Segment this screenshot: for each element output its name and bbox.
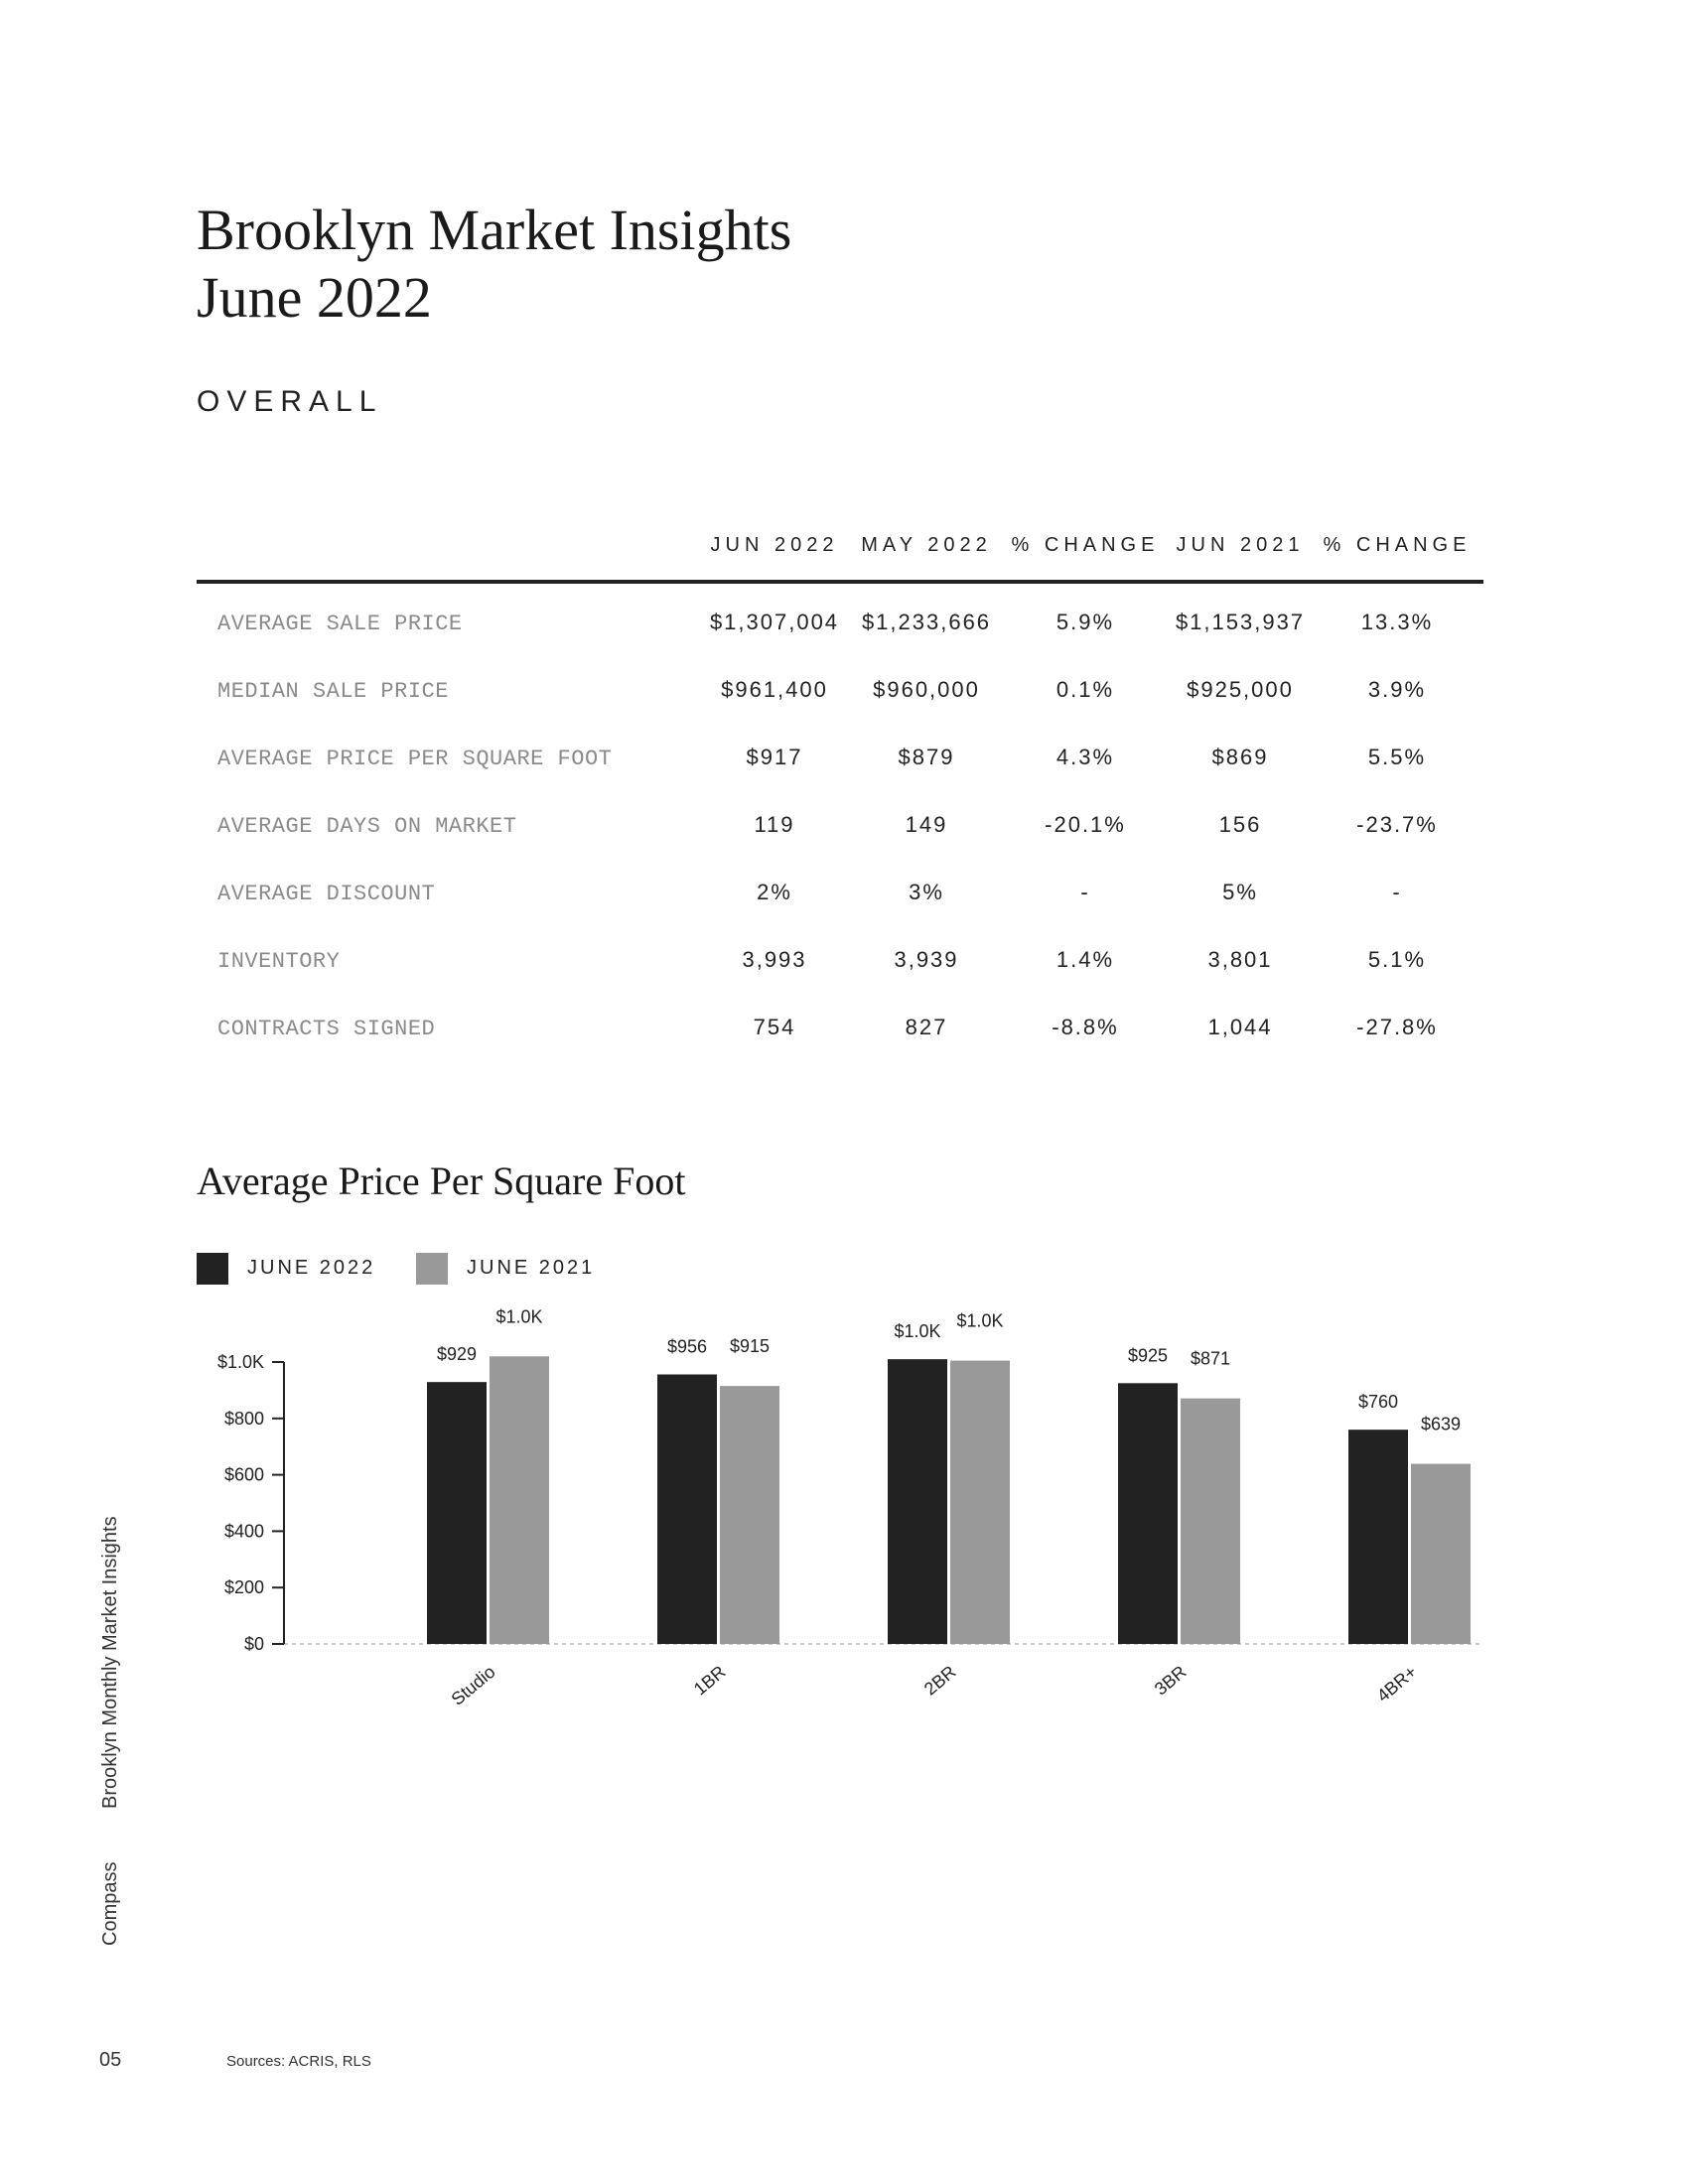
table-cell: 1.4% <box>1055 947 1115 972</box>
bar-value-label: $915 <box>729 1336 771 1357</box>
bar <box>720 1386 779 1644</box>
side-running-text <box>99 1350 129 1946</box>
bar <box>950 1361 1010 1644</box>
table-cell: 3,939 <box>894 947 959 972</box>
table-cell: 5.1% <box>1367 947 1427 972</box>
bar-value-label: $1.0K <box>495 1306 543 1327</box>
table-row <box>0 606 1688 645</box>
table-header <box>0 534 1688 564</box>
legend-swatch-june-2021 <box>416 1253 448 1285</box>
table-cell: -8.8% <box>1052 1015 1119 1039</box>
table-cell: 827 <box>905 1015 948 1039</box>
table-cell: $1,233,666 <box>861 610 992 634</box>
row-label: AVERAGE DAYS ON MARKET <box>217 814 517 839</box>
row-label: AVERAGE SALE PRICE <box>217 612 463 636</box>
table-cell: 3% <box>909 880 944 904</box>
column-header-jun-2022: JUN 2022 <box>710 534 839 556</box>
x-category-label: 3BR <box>1150 1661 1191 1700</box>
table-cell: $879 <box>898 745 955 769</box>
table-row <box>0 943 1688 983</box>
row-label: INVENTORY <box>217 949 341 974</box>
table-cell: - <box>1392 880 1402 904</box>
bar-value-label: $760 <box>1357 1392 1399 1413</box>
chart-title: Average Price Per Square Foot <box>197 1159 686 1203</box>
header-divider <box>197 580 1483 584</box>
table-cell: 3,801 <box>1207 947 1273 972</box>
table-row <box>0 876 1688 915</box>
price-per-sqft-bar-chart <box>0 1291 1688 1747</box>
table-cell: 13.3% <box>1360 610 1434 634</box>
bar <box>1181 1399 1240 1644</box>
bar-value-label: $925 <box>1127 1345 1169 1366</box>
y-tick-label: $800 <box>223 1408 264 1429</box>
publication-name: Brooklyn Monthly Market Insights <box>99 1516 121 1809</box>
sources-note: Sources: ACRIS, RLS <box>226 2053 371 2070</box>
row-label: MEDIAN SALE PRICE <box>217 679 449 704</box>
title-line-1: Brooklyn Market Insights <box>197 198 792 262</box>
bar-value-label: $929 <box>436 1344 478 1365</box>
row-label: AVERAGE DISCOUNT <box>217 882 436 906</box>
bar <box>1118 1383 1178 1644</box>
table-cell: -27.8% <box>1356 1015 1438 1039</box>
table-cell: 119 <box>754 812 795 837</box>
bar-value-label: $956 <box>666 1336 708 1357</box>
table-row <box>0 1011 1688 1050</box>
legend-label-june-2022: JUNE 2022 <box>247 1257 376 1279</box>
table-cell: - <box>1080 880 1090 904</box>
x-category-label: 1BR <box>689 1661 730 1700</box>
chart-legend <box>0 1253 794 1287</box>
x-category-label: 2BR <box>919 1661 960 1700</box>
table-cell: 0.1% <box>1055 677 1115 702</box>
table-cell: $869 <box>1211 745 1269 769</box>
legend-swatch-june-2022 <box>197 1253 228 1285</box>
bar-value-label: $1.0K <box>894 1321 941 1342</box>
column-header-change-monthly: % CHANGE <box>1011 534 1160 556</box>
y-tick-label: $200 <box>223 1577 264 1598</box>
table-cell: -20.1% <box>1045 812 1126 837</box>
bar <box>1348 1430 1408 1644</box>
table-cell: 2% <box>757 880 792 904</box>
table-row <box>0 808 1688 848</box>
bar <box>1411 1464 1471 1644</box>
row-label: AVERAGE PRICE PER SQUARE FOOT <box>217 747 613 771</box>
column-header-may-2022: MAY 2022 <box>861 534 992 556</box>
table-cell: 5.9% <box>1055 610 1115 634</box>
table-cell: $1,307,004 <box>709 610 840 634</box>
x-category-label: Studio <box>447 1661 499 1709</box>
y-tick-label: $0 <box>243 1634 264 1654</box>
y-tick-label: $600 <box>223 1464 264 1485</box>
title-line-2: June 2022 <box>197 265 432 330</box>
table-cell: $925,000 <box>1187 677 1294 702</box>
section-label: OVERALL <box>197 385 383 418</box>
table-row <box>0 673 1688 713</box>
bar <box>657 1374 717 1644</box>
page-title <box>197 197 791 332</box>
column-header-jun-2021: JUN 2021 <box>1176 534 1305 556</box>
table-row <box>0 741 1688 780</box>
table-cell: 1,044 <box>1207 1015 1273 1039</box>
table-cell: $917 <box>746 745 803 769</box>
page-number: 05 <box>99 2049 122 2071</box>
table-cell: 149 <box>905 812 948 837</box>
bar-value-label: $871 <box>1190 1348 1231 1369</box>
bar <box>888 1359 947 1644</box>
table-cell: 4.3% <box>1055 745 1115 769</box>
table-cell: -23.7% <box>1356 812 1438 837</box>
bar <box>490 1356 549 1644</box>
row-label: CONTRACTS SIGNED <box>217 1017 436 1041</box>
y-tick-label: $400 <box>223 1521 264 1542</box>
table-cell: $961,400 <box>721 677 828 702</box>
y-tick-label: $1.0K <box>216 1352 264 1372</box>
table-cell: $960,000 <box>873 677 980 702</box>
legend-label-june-2021: JUNE 2021 <box>467 1257 596 1279</box>
table-cell: 5.5% <box>1367 745 1427 769</box>
table-cell: 754 <box>753 1015 796 1039</box>
bar-value-label: $1.0K <box>956 1310 1004 1331</box>
table-cell: $1,153,937 <box>1175 610 1306 634</box>
bar-value-label: $639 <box>1420 1414 1462 1434</box>
column-header-change-yearly: % CHANGE <box>1323 534 1472 556</box>
x-category-label: 4BR+ <box>1372 1661 1421 1706</box>
brand-name: Compass <box>99 1861 121 1946</box>
bar <box>427 1382 487 1644</box>
table-cell: 5% <box>1222 880 1258 904</box>
table-cell: 3.9% <box>1367 677 1427 702</box>
table-cell: 156 <box>1218 812 1262 837</box>
table-cell: 3,993 <box>742 947 807 972</box>
